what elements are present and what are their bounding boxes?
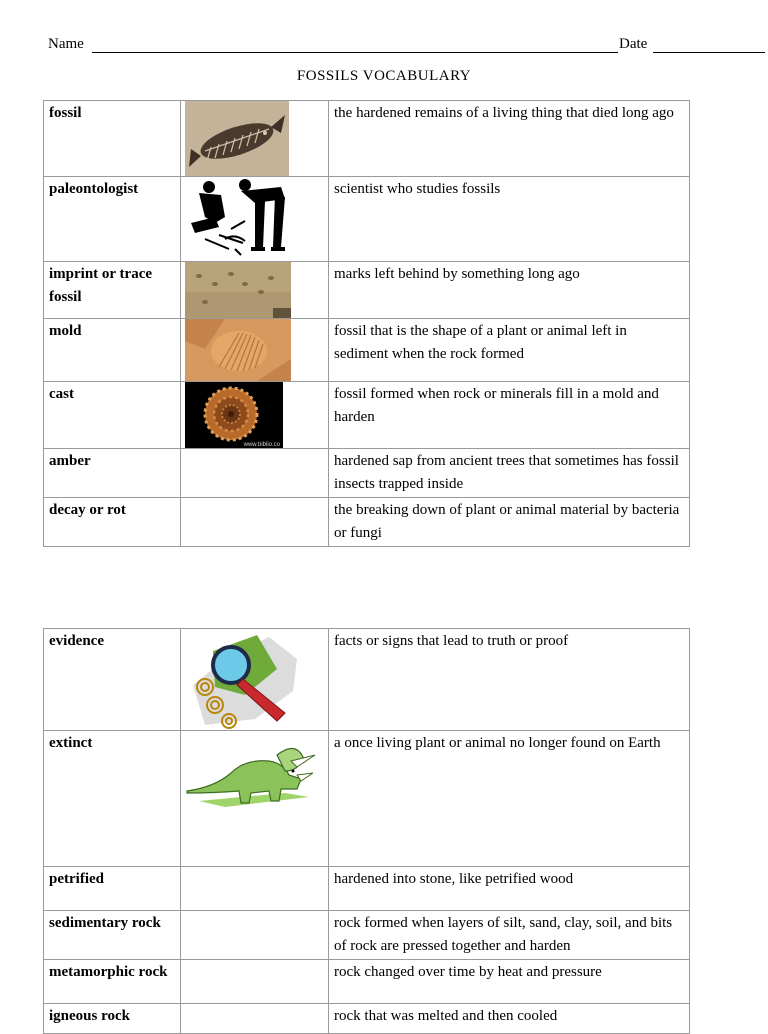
name-date-header — [48, 36, 718, 56]
image-cell — [181, 911, 329, 960]
shell-mold-image — [185, 319, 291, 381]
term-cell: evidence — [44, 629, 181, 731]
definition-cell: rock that was melted and then cooled — [329, 1004, 690, 1034]
term-cell: cast — [44, 382, 181, 449]
table-row — [44, 731, 690, 867]
term-cell: decay or rot — [44, 498, 181, 547]
table-row — [44, 867, 690, 911]
name-blank-line[interactable] — [92, 52, 618, 53]
vocabulary-table-2 — [43, 628, 690, 1034]
term-cell: metamorphic rock — [44, 960, 181, 1004]
image-cell — [181, 101, 329, 177]
definition-cell: hardened into stone, like petrified wood — [329, 867, 690, 911]
table-row — [44, 629, 690, 731]
image-cell — [181, 960, 329, 1004]
magnifying-glass-fingerprints-image — [185, 629, 305, 729]
footprint-trace-image — [185, 262, 291, 318]
ammonite-cast-image — [185, 382, 283, 448]
image-cell — [181, 319, 329, 382]
definition-cell: the hardened remains of a living thing that died long ago — [329, 101, 690, 177]
term-cell: mold — [44, 319, 181, 382]
table-row — [44, 382, 690, 449]
name-label: Name — [48, 36, 84, 52]
term-cell: fossil — [44, 101, 181, 177]
table-row — [44, 262, 690, 319]
image-cell — [181, 449, 329, 498]
term-cell: sedimentary rock — [44, 911, 181, 960]
table-row — [44, 911, 690, 960]
image-caption: www.biblio.co — [243, 442, 280, 448]
date-blank-line[interactable] — [653, 52, 765, 53]
page-title: FOSSILS VOCABULARY — [296, 68, 472, 84]
term-cell: paleontologist — [44, 177, 181, 262]
image-cell — [181, 867, 329, 911]
definition-cell: facts or signs that lead to truth or proof — [329, 629, 690, 731]
fish-fossil-image — [185, 101, 289, 176]
term-cell: extinct — [44, 731, 181, 867]
table-row — [44, 177, 690, 262]
table-row — [44, 449, 690, 498]
table-row — [44, 319, 690, 382]
image-cell — [181, 177, 329, 262]
image-cell — [181, 262, 329, 319]
image-cell — [181, 629, 329, 731]
definition-cell: hardened sap from ancient trees that sometimes has fossil insects trapped inside — [329, 449, 690, 498]
definition-cell: scientist who studies fossils — [329, 177, 690, 262]
term-cell: imprint or trace fossil — [44, 262, 181, 319]
triceratops-image — [185, 731, 321, 817]
date-label: Date — [619, 36, 648, 52]
table-row — [44, 498, 690, 547]
image-cell — [181, 1004, 329, 1034]
definition-cell: rock changed over time by heat and pressure — [329, 960, 690, 1004]
definition-cell: a once living plant or animal no longer found on Earth — [329, 731, 690, 867]
definition-cell: fossil formed when rock or minerals fill in a mold and harden — [329, 382, 690, 449]
definition-cell: marks left behind by something long ago — [329, 262, 690, 319]
term-cell: igneous rock — [44, 1004, 181, 1034]
table-row — [44, 960, 690, 1004]
term-cell: amber — [44, 449, 181, 498]
image-cell — [181, 382, 329, 449]
paleontologists-digging-image — [185, 177, 293, 261]
definition-cell: the breaking down of plant or animal material by bacteria or fungi — [329, 498, 690, 547]
table-row — [44, 1004, 690, 1034]
table-row — [44, 101, 690, 177]
definition-cell: fossil that is the shape of a plant or animal left in sediment when the rock formed — [329, 319, 690, 382]
image-cell — [181, 731, 329, 867]
vocabulary-table-1 — [43, 100, 690, 547]
term-cell: petrified — [44, 867, 181, 911]
definition-cell: rock formed when layers of silt, sand, clay, soil, and bits of rock are pressed together and harden — [329, 911, 690, 960]
image-cell — [181, 498, 329, 547]
